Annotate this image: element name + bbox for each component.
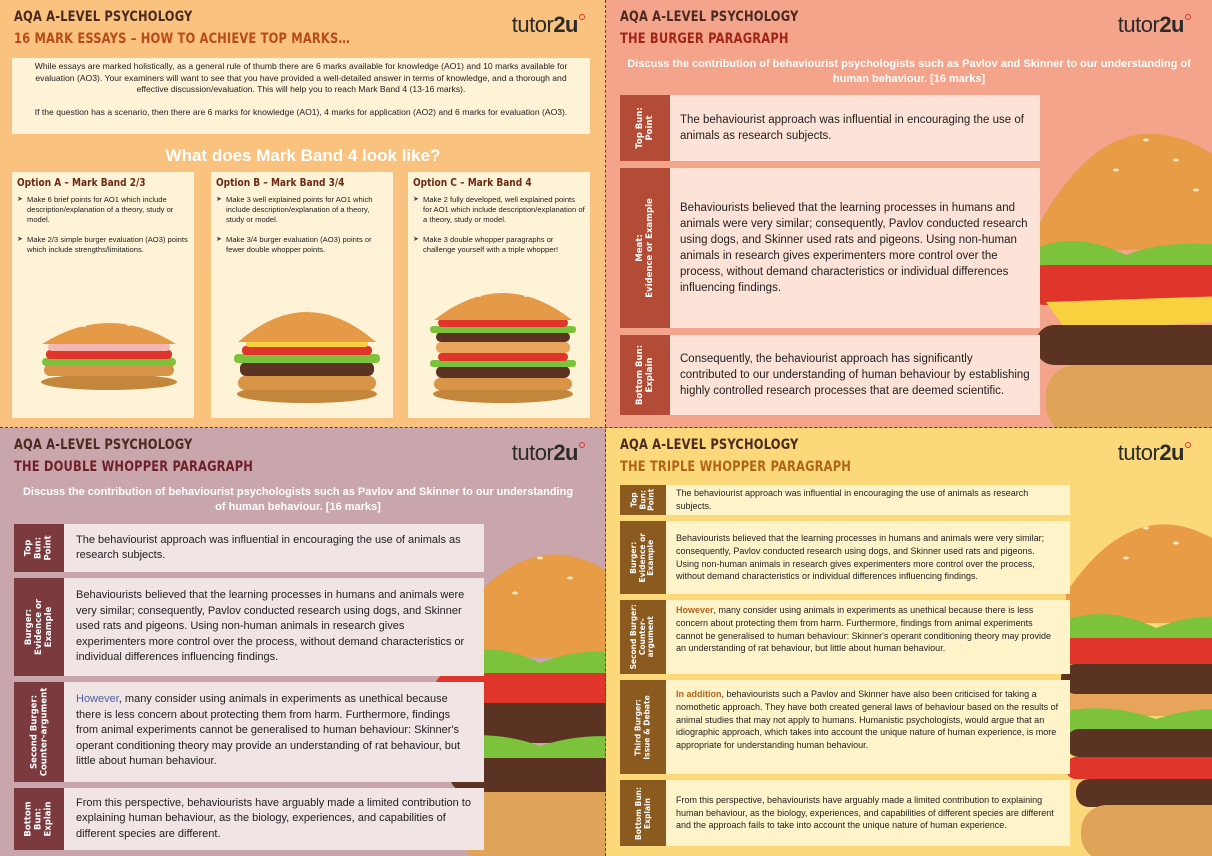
- row-text: From this perspective, behaviourists have arguably made a limited contribution to explaining human behaviour, as the biology, experiences, and capabilities of different species are different and the approach fails to take into account the unique nature of human experience.: [666, 780, 1070, 846]
- essay-prompt: Discuss the contribution of behaviourist psychologists such as Pavlov and Skinner to our understanding of human behaviour. [16 marks]: [22, 486, 574, 513]
- row-text: From this perspective, behaviourists have arguably made a limited contribution to explaining human behaviour, as the biology, experiences, and capabilities of different species are different.: [64, 788, 484, 850]
- row-bottom-bun: [14, 788, 484, 850]
- brand-suffix: 2u: [553, 12, 578, 37]
- mark-band-heading: What does Mark Band 4 look like?: [165, 146, 441, 165]
- row-label-text: Third Burger: Issue & Debate: [633, 694, 652, 760]
- option-c-point: ➤ Make 3 double whopper paragraphs or challenge yourself with a triple whopper!: [413, 235, 585, 255]
- row-label-text: Top Bun: Point: [629, 488, 656, 512]
- option-a-point: ➤ Make 2/3 simple burger evaluation (AO3) points which include strengths/limitations.: [17, 235, 189, 255]
- row-body: , behaviourists such a Pavlov and Skinner have also been criticised for taking a nomothetic approach. They have both created general laws of behaviour based on the results of animal studies that may not apply to humans. Humanistic psychologists, would argue that an idiographic approach, which takes into account the unique nature of human experience, is more appropriate for understanding human behaviour.: [676, 689, 1059, 751]
- intro-paragraph-1: While essays are marked holistically, as a general rule of thumb there are 6 marks available for knowledge (AO1) and 10 marks available for evaluation (AO3). Your examiners will want to see that you have provided a well-detailed answer in terms of knowledge, and a thorough and effective discussion/evaluation. This will help you to reach Mark Band 4 (13-16 marks).: [34, 61, 568, 94]
- q4-title: AQA A-LEVEL PSYCHOLOGY: [620, 437, 799, 453]
- row-text: Behaviourists believed that the learning processes in humans and animals were very similar; consequently, Pavlov conducted research using dogs, and Skinner used rats and pigeons. Using non-human animals in research gives experimenters more control over the process, without demand characteristics or individual differences influencing findings.: [64, 578, 484, 676]
- row-label: [620, 780, 666, 846]
- q1-title: AQA A-LEVEL PSYCHOLOGY: [14, 9, 193, 25]
- row-text: The behaviourist approach was influential in encouraging the use of animals as research subjects.: [666, 485, 1070, 515]
- row-label-text: Top Bun: Point: [23, 535, 54, 561]
- row-bottom-bun: [620, 335, 1040, 415]
- brand-prefix: tutor: [511, 12, 554, 37]
- essay-prompt: Discuss the contribution of behaviourist psychologists such as Pavlov and Skinner to our understanding of human behaviour. [16 marks]: [627, 58, 1191, 85]
- row-label-text: Top Bun: Point: [634, 107, 655, 149]
- row-body: , many consider using animals in experiments as unethical because there is less concern about protecting them from harm. Furthermore, findings from animal experiments cannot be generalised to human behaviour: Skinner's operant conditioning theory may provide an understanding of rat behaviour, but little about human behaviour.: [676, 605, 1051, 654]
- q4-subtitle: THE TRIPLE WHOPPER PARAGRAPH: [620, 459, 852, 475]
- brand-logo: [1118, 440, 1190, 466]
- quadrant-double-whopper: [0, 428, 606, 856]
- quadrant-16-mark-essays: [0, 0, 606, 428]
- quadrant-triple-whopper: [606, 428, 1212, 856]
- brand-dot-icon: [1185, 442, 1191, 448]
- row-text: Behaviourists believed that the learning processes in humans and animals were very similar; consequently, Pavlov conducted research using dogs, and Skinner used rats and pigeons. Using non-human animals in research gives experimenters more control over the process, without demand characteristics or individual differences influencing findings.: [670, 168, 1040, 328]
- row-label: [620, 521, 666, 594]
- q3-title: AQA A-LEVEL PSYCHOLOGY: [14, 437, 193, 453]
- row-text: The behaviourist approach was influential in encouraging the use of animals as research subjects.: [670, 95, 1040, 161]
- q3-subtitle: THE DOUBLE WHOPPER PARAGRAPH: [14, 459, 254, 475]
- row-top-bun: [620, 485, 1070, 515]
- row-lead: However: [76, 693, 119, 705]
- row-label-text: Bottom Bun: Explain: [635, 344, 655, 406]
- row-label: [14, 682, 64, 782]
- row-label: [14, 578, 64, 676]
- row-lead: However: [676, 605, 714, 615]
- q2-title: AQA A-LEVEL PSYCHOLOGY: [620, 9, 799, 25]
- row-text: Behaviourists believed that the learning processes in humans and animals were very similar; consequently, Pavlov conducted research using dogs, and Skinner used rats and pigeons. Using non-human animals in research gives experimenters more control over the process, without demand characteristics or individual differences influencing findings.: [666, 521, 1070, 594]
- row-text: Consequently, the behaviourist approach has significantly contributed to our understanding of human behaviour by establishing highly controlled research processes that are deemed scientific.: [670, 335, 1040, 415]
- row-label-text: Meat: Evidence or Example: [635, 198, 655, 298]
- row-text: [666, 600, 1070, 674]
- row-label-text: Second Burger: Counter-argument: [29, 687, 49, 777]
- brand-suffix: 2u: [1159, 12, 1184, 37]
- option-a-point: ➤ Make 6 brief points for AO1 which include description/explanation of a theory, study or model.: [17, 195, 189, 225]
- brand-dot-icon: [579, 14, 585, 20]
- burger-triple-icon: [424, 280, 582, 404]
- q2-subtitle: THE BURGER PARAGRAPH: [620, 31, 789, 47]
- option-c-title: Option C – Mark Band 4: [413, 176, 532, 189]
- brand-logo: [1118, 12, 1190, 38]
- row-label: [620, 600, 666, 674]
- row-label: [620, 335, 670, 415]
- row-label: [620, 680, 666, 774]
- brand-prefix: tutor: [511, 440, 554, 465]
- row-label-text: Second Burger: Counter- argument: [629, 604, 656, 670]
- row-text: [64, 682, 484, 782]
- intro-box: [12, 58, 590, 134]
- row-label-text: Burger: Evidence or Example: [24, 599, 54, 655]
- row-third-burger: [620, 680, 1070, 774]
- row-label: [620, 168, 670, 328]
- q1-subtitle: 16 MARK ESSAYS – HOW TO ACHIEVE TOP MARKS…: [14, 31, 351, 47]
- brand-logo: [512, 440, 584, 466]
- option-c-point: ➤ Make 2 fully developed, well explained points for AO1 which include description/explanation of a theory, study or model.: [413, 195, 585, 225]
- brand-prefix: tutor: [1117, 12, 1160, 37]
- brand-suffix: 2u: [553, 440, 578, 465]
- intro-paragraph-2: If the question has a scenario, then there are 6 marks for knowledge (AO1), 4 marks for application (AO2) and 6 marks for evaluation (AO3).: [34, 106, 568, 117]
- row-lead: In addition: [676, 689, 722, 699]
- row-top-bun: [620, 95, 1040, 161]
- vertical-cut-line: [605, 0, 606, 856]
- row-label: [620, 95, 670, 161]
- row-burger: [620, 521, 1070, 594]
- quadrant-burger-paragraph: [606, 0, 1212, 428]
- brand-prefix: tutor: [1117, 440, 1160, 465]
- row-text: [666, 680, 1070, 774]
- row-label-text: Burger: Evidence or Example: [629, 532, 656, 583]
- burger-single-icon: [34, 312, 184, 392]
- option-b-point: ➤ Make 3/4 burger evaluation (AO3) points or fewer double whopper points.: [216, 235, 388, 255]
- burger-double-icon: [228, 296, 386, 404]
- row-label: [14, 524, 64, 572]
- row-label: [620, 485, 666, 515]
- row-second-burger: [620, 600, 1070, 674]
- row-second-burger: [14, 682, 484, 782]
- row-meat: [620, 168, 1040, 328]
- brand-suffix: 2u: [1159, 440, 1184, 465]
- option-a-title: Option A – Mark Band 2/3: [17, 176, 146, 189]
- option-b-title: Option B – Mark Band 3/4: [216, 176, 345, 189]
- row-label-text: Bottom Bun: Explain: [633, 786, 652, 840]
- row-top-bun: [14, 524, 484, 572]
- row-burger: [14, 578, 484, 676]
- row-label: [14, 788, 64, 850]
- row-label-text: Bottom Bun: Explain: [24, 801, 54, 837]
- horizontal-cut-line: [0, 427, 1212, 428]
- row-text: The behaviourist approach was influential in encouraging the use of animals as research subjects.: [64, 524, 484, 572]
- brand-dot-icon: [579, 442, 585, 448]
- burger-large-icon: [1016, 80, 1212, 428]
- row-body: , many consider using animals in experiments as unethical because there is less concern about protecting them from harm. Furthermore, findings from animal experiments cannot be generalised to human behaviour: Skinner's operant conditioning theory may provide an understanding of rat behaviour, but little about human behaviour.: [76, 693, 461, 767]
- option-b-point: ➤ Make 3 well explained points for AO1 which include description/explanation of a theory, study or model.: [216, 195, 388, 225]
- row-bottom-bun: [620, 780, 1070, 846]
- brand-dot-icon: [1185, 14, 1191, 20]
- brand-logo: [512, 12, 584, 38]
